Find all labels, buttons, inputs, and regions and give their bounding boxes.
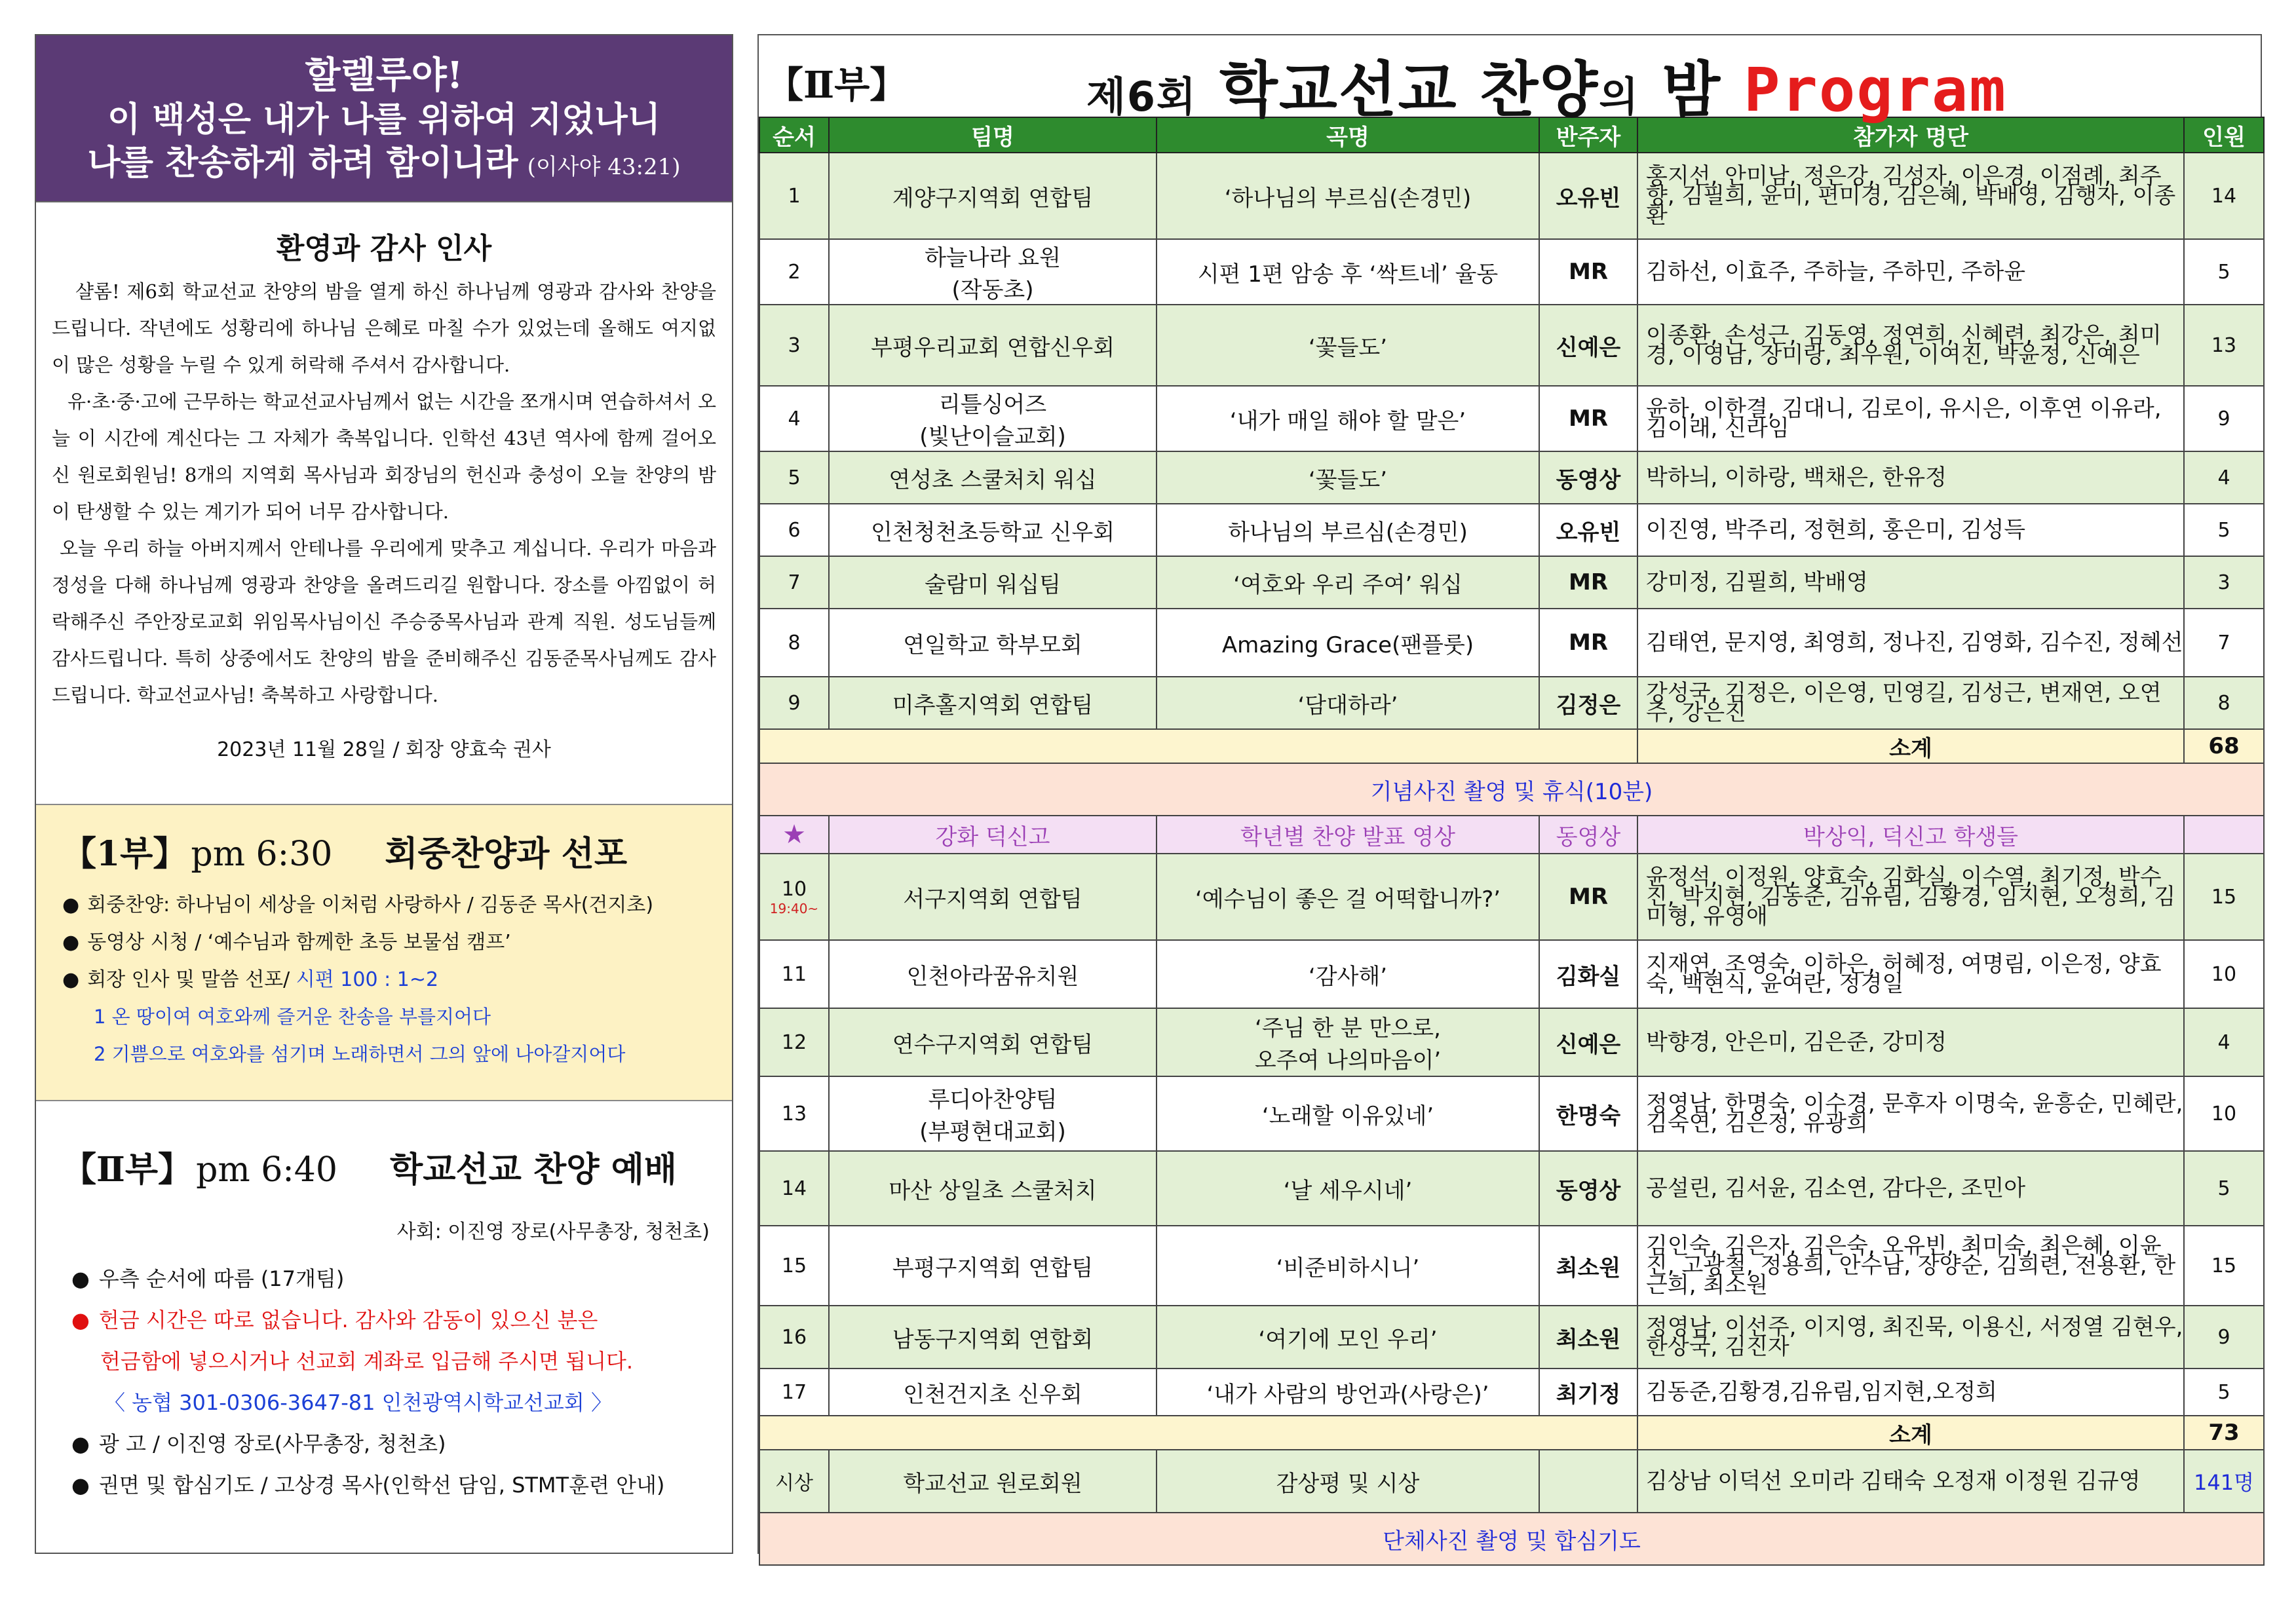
- cell-song: 감상평 및 시상: [1157, 1450, 1539, 1513]
- subtotal-row: [759, 729, 2264, 763]
- cell-team: 리틀싱어즈 (빛난이슬교회): [829, 386, 1157, 451]
- cell-order: 9: [759, 677, 829, 729]
- welcome-section: [36, 201, 732, 804]
- subtotal-spacer: [759, 729, 1637, 763]
- column-header: 참가자 명단: [1637, 117, 2184, 153]
- verse-2: 2 기쁨으로 여호와를 섬기며 노래하면서 그의 앞에 나아갈지어다: [94, 1043, 626, 1065]
- cell-song: ‘내가 매일 해야 할 말은’: [1157, 386, 1539, 451]
- cell-song: ‘내가 사람의 방언과(사랑은)’: [1157, 1369, 1539, 1416]
- cell-song: ‘감사해’: [1157, 940, 1539, 1008]
- banner-line-1: 할렐루야!: [305, 54, 463, 97]
- offering-note-1: 헌금 시간은 따로 없습니다. 감사와 감동이 있으신 분은: [98, 1308, 598, 1332]
- table-row: [759, 1306, 2264, 1369]
- part1-time: pm 6:30: [191, 835, 333, 874]
- cell-count: 5: [2184, 1369, 2264, 1416]
- list-item: [71, 1465, 716, 1506]
- table-row: [759, 1076, 2264, 1151]
- subtotal-spacer: [759, 1416, 1637, 1450]
- scripture-banner: [36, 35, 732, 201]
- cell-team: 마산 상일초 스쿨처치: [829, 1151, 1157, 1226]
- program-part-tag: 【Ⅱ부】: [767, 64, 907, 107]
- part1-item-3: 회장 인사 및 말씀 선포/: [87, 968, 296, 991]
- cell-team: 남동구지역회 연합회: [829, 1306, 1157, 1369]
- subtotal-label: 소계: [1637, 1416, 2184, 1450]
- part1-item-2: 동영상 시청 / ‘예수님과 함께한 초등 보물섬 캠프’: [87, 931, 511, 954]
- cell-team: 연성초 스쿨처치 워십: [829, 451, 1157, 504]
- award-row: [759, 1450, 2264, 1513]
- break-row-text: 기념사진 촬영 및 휴식(10분): [759, 763, 2264, 816]
- title-school-mission: 학교선교: [1219, 55, 1458, 125]
- bullet-icon: ●: [71, 1308, 90, 1332]
- cell-count: 8: [2184, 677, 2264, 729]
- cell-accompanist: 동영상: [1539, 816, 1637, 854]
- cell-team: 연일학교 학부모회: [829, 609, 1157, 677]
- cell-participants: 윤하, 이한결, 김대니, 김로이, 유시은, 이후연 이유라, 김이래, 신라임: [1637, 386, 2184, 451]
- list-item: [71, 1424, 716, 1465]
- star-icon: ★: [759, 816, 829, 854]
- cell-participants: 김하선, 이효주, 주하늘, 주하민, 주하윤: [1637, 239, 2184, 305]
- bullet-icon: ●: [71, 1266, 90, 1291]
- left-panel: [35, 34, 733, 1554]
- cell-accompanist: 최소원: [1539, 1306, 1637, 1369]
- cell-order: 1: [759, 153, 829, 239]
- cell-participants: 박상익, 덕신고 학생들: [1637, 816, 2184, 854]
- cell-accompanist: MR: [1539, 386, 1637, 451]
- cell-team: 연수구지역회 연합팀: [829, 1008, 1157, 1076]
- cell-participants: 이진영, 박주리, 정현희, 홍은미, 김성득: [1637, 504, 2184, 556]
- table-row: [759, 1226, 2264, 1306]
- cell-team: 부평구지역회 연합팀: [829, 1226, 1157, 1306]
- program-panel: [757, 34, 2262, 1554]
- cell-order: 11: [759, 940, 829, 1008]
- cell-order: 4: [759, 386, 829, 451]
- cell-order: 6: [759, 504, 829, 556]
- cell-count: 5: [2184, 504, 2264, 556]
- part2-item-4: 권면 및 합심기도 / 고상경 목사(인학선 담임, STMT훈련 안내): [98, 1473, 665, 1498]
- banner-line-3-text: 나를 찬송하게 하려 함이니라: [87, 143, 518, 183]
- subtotal-label: 소계: [1637, 729, 2184, 763]
- cell-accompanist: 오유빈: [1539, 153, 1637, 239]
- cell-song: ‘날 세우시네’: [1157, 1151, 1539, 1226]
- column-header: 팀명: [829, 117, 1157, 153]
- cell-accompanist: MR: [1539, 609, 1637, 677]
- subtotal-row: [759, 1416, 2264, 1450]
- cell-count: 14: [2184, 153, 2264, 239]
- cell-order: 16: [759, 1306, 829, 1369]
- subtotal-value: 68: [2184, 729, 2264, 763]
- banner-reference: (이사야 43:21): [527, 154, 681, 180]
- title-edition: 제6회: [1086, 73, 1197, 121]
- welcome-body: [52, 273, 716, 713]
- list-item: [71, 1300, 716, 1341]
- cell-team: 부평우리교회 연합신우회: [829, 305, 1157, 386]
- cell-team: 하늘나라 요원 (작동초): [829, 239, 1157, 305]
- bullet-icon: ●: [71, 1431, 90, 1456]
- table-body: [759, 153, 2264, 1565]
- cell-participants: 김인숙, 김은자, 김은숙, 오유빈, 최미숙, 최은혜, 이윤진, 고광철, 정용희, 안수남, 장양순, 김희련, 전용환, 한근희, 최소원: [1637, 1226, 2184, 1306]
- cell-participants: 김동준,김황경,김유림,임지현,오정희: [1637, 1369, 2184, 1416]
- cell-song: ‘주님 한 분 만으로, 오주여 나의마음이’: [1157, 1008, 1539, 1076]
- cell-start-time: 19:40~: [769, 900, 819, 916]
- part2-heading: [62, 1147, 716, 1193]
- cell-count: 4: [2184, 451, 2264, 504]
- list-item: [62, 924, 716, 961]
- cell-order: 14: [759, 1151, 829, 1226]
- cell-order: 시상: [759, 1450, 829, 1513]
- cell-order: 15: [759, 1226, 829, 1306]
- cell-participants: 홍지선, 안미남, 정은강, 김성자, 이은경, 이점례, 최주향, 김필희, 윤미, 편미경, 김은혜, 박배영, 김행자, 이종환: [1637, 153, 2184, 239]
- table-row: [759, 854, 2264, 940]
- part2-time: pm 6:40: [196, 1150, 337, 1190]
- cell-order: 8: [759, 609, 829, 677]
- cell-song: ‘노래할 이유있네’: [1157, 1076, 1539, 1151]
- cell-song: Amazing Grace(팬플룻): [1157, 609, 1539, 677]
- table-row: [759, 504, 2264, 556]
- cell-count: 15: [2184, 1226, 2264, 1306]
- cell-order: 17: [759, 1369, 829, 1416]
- cell-song: ‘꽃들도’: [1157, 305, 1539, 386]
- cell-participants: 정영남, 한명숙, 이수경, 문후자 이명숙, 윤흥순, 민혜란, 김숙연, 김은정, 유광희: [1637, 1076, 2184, 1151]
- cell-team: 서구지역회 연합팀: [829, 854, 1157, 940]
- cell-participants: 윤정석, 이정원, 양효숙, 김화실, 이수열, 최기정, 박수진, 박지현, 김동준, 김유림, 김황경, 임지현, 오정희, 김미형, 유영애: [1637, 854, 2184, 940]
- welcome-title: 환영과 감사 인사: [276, 232, 492, 265]
- special-row: [759, 816, 2264, 854]
- cell-count: 13: [2184, 305, 2264, 386]
- cell-participants: 공설린, 김서윤, 김소연, 감다은, 조민아: [1637, 1151, 2184, 1226]
- cell-song: ‘꽃들도’: [1157, 451, 1539, 504]
- program-title-bar: [759, 35, 2261, 125]
- cell-team: 계양구지역회 연합팀: [829, 153, 1157, 239]
- cell-participants: 박하늬, 이하랑, 백채은, 한유정: [1637, 451, 2184, 504]
- cell-team: 술람미 워십팀: [829, 556, 1157, 609]
- program-table: [759, 117, 2265, 1566]
- cell-order: 13: [759, 1076, 829, 1151]
- table-row: [759, 1369, 2264, 1416]
- table-row: [759, 1008, 2264, 1076]
- table-row: [759, 556, 2264, 609]
- bullet-icon: ●: [62, 894, 80, 916]
- cell-order: 5: [759, 451, 829, 504]
- cell-accompanist: 동영상: [1539, 451, 1637, 504]
- cell-accompanist: [1539, 1450, 1637, 1513]
- part2-tag: 【Ⅱ부】: [62, 1150, 193, 1190]
- cell-count: 9: [2184, 386, 2264, 451]
- cell-participants: 이종환, 손성근, 김동영, 정연희, 신혜련, 최강은, 최미경, 이영남, 장미랑, 최우원, 이여진, 박윤정, 신예은: [1637, 305, 2184, 386]
- cell-accompanist: 최기정: [1539, 1369, 1637, 1416]
- part1-item-1: 회중찬양: 하나님이 세상을 이처럼 사랑하사 / 김동준 목사(건지초): [87, 894, 654, 916]
- cell-song: ‘비준비하시니’: [1157, 1226, 1539, 1306]
- cell-accompanist: 신예은: [1539, 305, 1637, 386]
- cell-accompanist: 오유빈: [1539, 504, 1637, 556]
- cell-accompanist: MR: [1539, 854, 1637, 940]
- cell-song: 하나님의 부르심(손경민): [1157, 504, 1539, 556]
- program-title: [1086, 42, 2007, 128]
- list-item: [71, 1258, 716, 1300]
- cell-accompanist: MR: [1539, 239, 1637, 305]
- cell-participants: 강미정, 김필희, 박배영: [1637, 556, 2184, 609]
- cell-team: 인천아라꿈유치원: [829, 940, 1157, 1008]
- cell-count: 5: [2184, 1151, 2264, 1226]
- bullet-icon: ●: [71, 1473, 90, 1498]
- table-row: [759, 153, 2264, 239]
- cell-song: ‘여기에 모인 우리’: [1157, 1306, 1539, 1369]
- cell-song: ‘여호와 우리 주여’ 워십: [1157, 556, 1539, 609]
- part2-leader: 사회: 이진영 장로(사무총장, 청천초): [396, 1220, 710, 1243]
- part2-title: 학교선교 찬양 예배: [389, 1150, 678, 1190]
- closing-row-text: 단체사진 촬영 및 합심기도: [759, 1513, 2264, 1565]
- cell-accompanist: MR: [1539, 556, 1637, 609]
- cell-count: 5: [2184, 239, 2264, 305]
- cell-participants: 정영남, 이선주, 이지영, 최진묵, 이용신, 서정열 김현우, 한상국, 김진자: [1637, 1306, 2184, 1369]
- cell-order: 2: [759, 239, 829, 305]
- cell-participants: 박향경, 안은미, 김은준, 강미정: [1637, 1008, 2184, 1076]
- part1-heading: [62, 831, 716, 877]
- part2-section: [36, 1101, 732, 1506]
- table-row: [759, 386, 2264, 451]
- cell-order: 7: [759, 556, 829, 609]
- cell-accompanist: 신예은: [1539, 1008, 1637, 1076]
- bank-account: 〈 농협 301-0306-3647-81 인천광역시학교선교회 〉: [104, 1390, 612, 1415]
- part1-tag: 【1부】: [62, 834, 187, 874]
- cell-song: 학년별 찬양 발표 영상: [1157, 816, 1539, 854]
- welcome-paragraph-3: 오늘 우리 하늘 아버지께서 안테나를 우리에게 맞추고 계십니다. 우리가 마음과 정성을 다해 하나님께 영광과 찬양을 올려드리길 원합니다. 장소를 아낌없이 허락해주신 주안장로교회 위임목사님이신 주승중목사님과 관계 직원. 성도님들께 감사드립니다. 특히 상중에서도 찬양의 밤을 준비해주신 김동준목사님께도 감사드립니다. 학교선교사님! 축복하고 사랑합니다.: [52, 537, 716, 706]
- cell-team: 루디아찬양팀 (부평현대교회): [829, 1076, 1157, 1151]
- cell-team: 학교선교 원로회원: [829, 1450, 1157, 1513]
- column-header: 순서: [759, 117, 829, 153]
- title-program: Program: [1744, 55, 2007, 125]
- title-night: 밤: [1662, 55, 1722, 125]
- welcome-paragraph-2: 유·초·중·고에 근무하는 학교선교사님께서 없는 시간을 쪼개시며 연습하셔서 오늘 이 시간에 계신다는 그 자체가 축복입니다. 인학선 43년 역사에 함께 걸어오신 원로회원님! 8개의 지역회 목사님과 회장님의 헌신과 충성이 오늘 찬양의 밤이 탄생할 수 있는 계기가 되어 너무 감사합니다.: [52, 390, 716, 523]
- table-row: [759, 1151, 2264, 1226]
- cell-count: 10: [2184, 1076, 2264, 1151]
- cell-participants: 김태연, 문지영, 최영희, 정나진, 김영화, 김수진, 정혜선: [1637, 609, 2184, 677]
- banner-line-2: 이 백성은 내가 나를 위하여 지었나니: [107, 100, 660, 140]
- cell-accompanist: 한명숙: [1539, 1076, 1637, 1151]
- cell-total-count: 141명: [2184, 1450, 2264, 1513]
- part2-list: [62, 1258, 716, 1506]
- verse-1: 1 온 땅이여 여호와께 즐거운 찬송을 부를지어다: [94, 1006, 491, 1028]
- part2-item-3: 광 고 / 이진영 장로(사무총장, 청천초): [98, 1431, 446, 1456]
- cell-count: [2184, 816, 2264, 854]
- cell-team: 강화 덕신고: [829, 816, 1157, 854]
- list-item: [62, 961, 716, 998]
- table-row: [759, 940, 2264, 1008]
- cell-song: ‘예수님이 좋은 걸 어떡합니까?’: [1157, 854, 1539, 940]
- cell-accompanist: 김정은: [1539, 677, 1637, 729]
- cell-participants: 강성국, 김정은, 이은영, 민영길, 김성근, 변재연, 오연주, 강은진: [1637, 677, 2184, 729]
- bullet-icon: ●: [62, 931, 80, 954]
- cell-count: 15: [2184, 854, 2264, 940]
- subtotal-value: 73: [2184, 1416, 2264, 1450]
- scripture-reference: 시편 100 : 1~2: [296, 968, 439, 991]
- banner-line-3: [36, 142, 732, 189]
- cell-song: 시편 1편 암송 후 ‘싹트네’ 율동: [1157, 239, 1539, 305]
- title-praise: 찬양: [1480, 55, 1599, 125]
- bullet-icon: ●: [62, 968, 80, 991]
- closing-row: [759, 1513, 2264, 1565]
- cell-team: 미추홀지역회 연합팀: [829, 677, 1157, 729]
- column-header: 반주자: [1539, 117, 1637, 153]
- break-row: [759, 763, 2264, 816]
- cell-team: 인천청천초등학교 신우회: [829, 504, 1157, 556]
- column-header: 인원: [2184, 117, 2264, 153]
- cell-count: 4: [2184, 1008, 2264, 1076]
- cell-count: 7: [2184, 609, 2264, 677]
- title-particle: 의: [1599, 73, 1640, 121]
- list-item: [62, 886, 716, 924]
- cell-song: ‘담대하라’: [1157, 677, 1539, 729]
- part2-item-1: 우측 순서에 따름 (17개팀): [98, 1266, 345, 1291]
- part1-title: 회중찬양과 선포: [385, 834, 628, 874]
- cell-count: 3: [2184, 556, 2264, 609]
- cell-team: 인천건지초 신우회: [829, 1369, 1157, 1416]
- table-row: [759, 609, 2264, 677]
- part1-list: [62, 886, 716, 998]
- cell-count: 10: [2184, 940, 2264, 1008]
- cell-accompanist: 최소원: [1539, 1226, 1637, 1306]
- table-row: [759, 451, 2264, 504]
- cell-song: ‘하나님의 부르심(손경민): [1157, 153, 1539, 239]
- welcome-paragraph-1: 샬롬! 제6회 학교선교 찬양의 밤을 열게 하신 하나님께 영광과 감사와 찬양을 드립니다. 작년에도 성황리에 하나님 은혜로 마칠 수가 있었는데 올해도 여지없이 많은 성황을 누릴 수 있게 허락해 주셔서 감사합니다.: [52, 280, 716, 376]
- cell-participants: 김상남 이덕선 오미라 김태숙 오정재 이정원 김규영: [1637, 1450, 2184, 1513]
- offering-note-2: 헌금함에 넣으시거나 선교회 계좌로 입금해 주시면 됩니다.: [100, 1349, 634, 1374]
- column-header: 곡명: [1157, 117, 1539, 153]
- part1-section: [36, 804, 732, 1101]
- cell-order: 10 19:40~: [759, 854, 829, 940]
- cell-count: 9: [2184, 1306, 2264, 1369]
- cell-accompanist: 김화실: [1539, 940, 1637, 1008]
- cell-order: 12: [759, 1008, 829, 1076]
- cell-order: 3: [759, 305, 829, 386]
- table-row: [759, 305, 2264, 386]
- table-row: [759, 677, 2264, 729]
- cell-accompanist: 동영상: [1539, 1151, 1637, 1226]
- cell-participants: 지재연, 조영숙, 이하은, 허혜정, 여명림, 이은정, 양효숙, 백현식, 윤여란, 정경일: [1637, 940, 2184, 1008]
- table-row: [759, 239, 2264, 305]
- welcome-date-signature: 2023년 11월 28일 / 회장 양효숙 권사: [217, 738, 551, 761]
